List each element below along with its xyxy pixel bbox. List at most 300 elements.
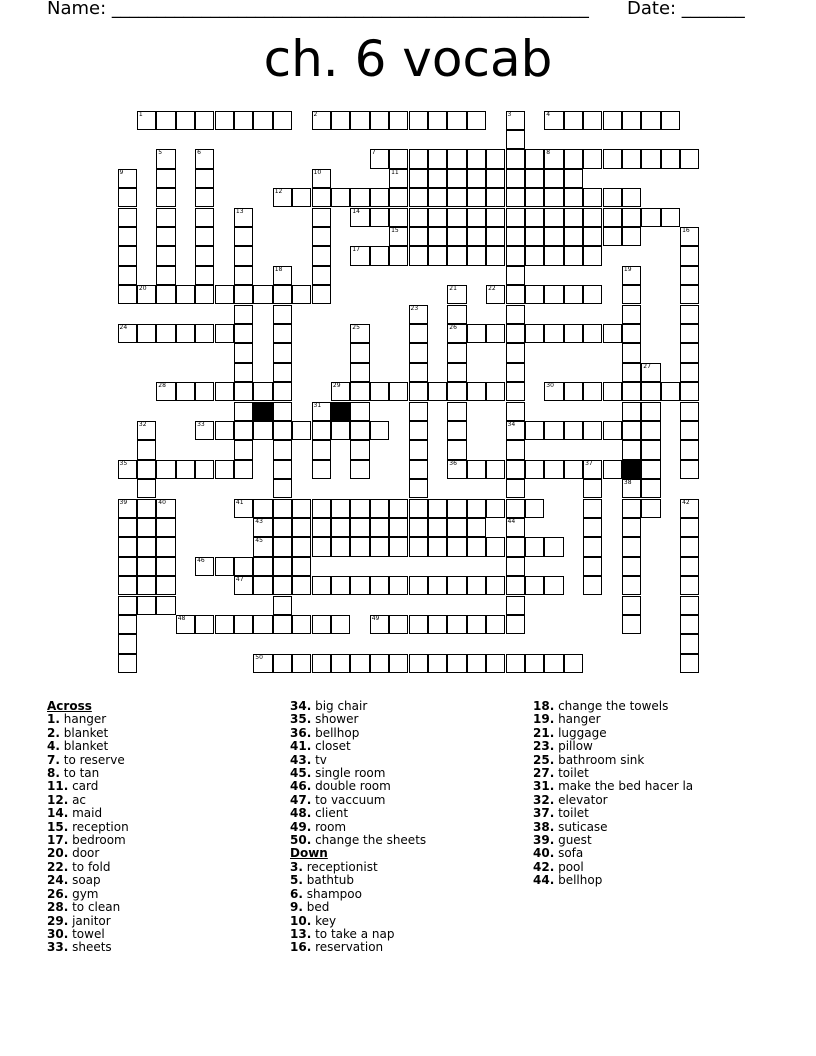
crossword-cell[interactable] bbox=[680, 324, 699, 343]
crossword-cell[interactable] bbox=[680, 634, 699, 653]
crossword-cell[interactable] bbox=[273, 382, 292, 401]
crossword-cell[interactable] bbox=[409, 576, 428, 595]
crossword-cell[interactable] bbox=[273, 518, 292, 537]
crossword-cell[interactable] bbox=[137, 285, 156, 304]
crossword-cell[interactable] bbox=[312, 169, 331, 188]
crossword-cell[interactable] bbox=[195, 421, 214, 440]
crossword-cell[interactable] bbox=[350, 460, 369, 479]
crossword-cell[interactable] bbox=[544, 537, 563, 556]
crossword-cell[interactable] bbox=[331, 421, 350, 440]
crossword-cell[interactable] bbox=[350, 111, 369, 130]
crossword-cell[interactable] bbox=[564, 208, 583, 227]
crossword-cell[interactable] bbox=[234, 382, 253, 401]
crossword-cell[interactable] bbox=[680, 460, 699, 479]
crossword-cell[interactable] bbox=[641, 208, 660, 227]
crossword-cell[interactable] bbox=[486, 149, 505, 168]
crossword-cell[interactable] bbox=[467, 227, 486, 246]
crossword-cell[interactable] bbox=[350, 499, 369, 518]
crossword-cell[interactable] bbox=[622, 227, 641, 246]
crossword-cell[interactable] bbox=[215, 382, 234, 401]
crossword-cell[interactable] bbox=[603, 188, 622, 207]
crossword-cell[interactable] bbox=[486, 188, 505, 207]
crossword-cell[interactable] bbox=[331, 615, 350, 634]
crossword-cell[interactable] bbox=[370, 208, 389, 227]
crossword-cell[interactable] bbox=[195, 266, 214, 285]
crossword-cell[interactable] bbox=[428, 227, 447, 246]
crossword-cell[interactable] bbox=[350, 440, 369, 459]
crossword-cell[interactable] bbox=[234, 421, 253, 440]
crossword-cell[interactable] bbox=[195, 460, 214, 479]
crossword-cell[interactable] bbox=[506, 130, 525, 149]
crossword-cell[interactable] bbox=[195, 285, 214, 304]
crossword-cell[interactable] bbox=[273, 460, 292, 479]
crossword-cell[interactable] bbox=[215, 285, 234, 304]
crossword-cell[interactable] bbox=[253, 499, 272, 518]
crossword-cell[interactable] bbox=[292, 654, 311, 673]
crossword-cell[interactable] bbox=[506, 557, 525, 576]
crossword-cell[interactable] bbox=[641, 111, 660, 130]
crossword-cell[interactable] bbox=[506, 460, 525, 479]
crossword-cell[interactable] bbox=[156, 266, 175, 285]
crossword-cell[interactable] bbox=[234, 208, 253, 227]
crossword-cell[interactable] bbox=[525, 576, 544, 595]
crossword-cell[interactable] bbox=[447, 460, 466, 479]
crossword-cell[interactable] bbox=[525, 537, 544, 556]
crossword-cell[interactable] bbox=[137, 479, 156, 498]
crossword-cell[interactable] bbox=[447, 576, 466, 595]
crossword-cell[interactable] bbox=[389, 111, 408, 130]
crossword-cell[interactable] bbox=[370, 111, 389, 130]
crossword-cell[interactable] bbox=[447, 149, 466, 168]
crossword-cell[interactable] bbox=[583, 537, 602, 556]
crossword-cell[interactable] bbox=[583, 285, 602, 304]
crossword-cell[interactable] bbox=[506, 576, 525, 595]
crossword-cell[interactable] bbox=[486, 382, 505, 401]
crossword-cell[interactable] bbox=[409, 305, 428, 324]
crossword-cell[interactable] bbox=[118, 557, 137, 576]
crossword-cell[interactable] bbox=[273, 440, 292, 459]
crossword-cell[interactable] bbox=[234, 440, 253, 459]
crossword-cell[interactable] bbox=[506, 246, 525, 265]
crossword-cell[interactable] bbox=[467, 499, 486, 518]
crossword-cell[interactable] bbox=[312, 266, 331, 285]
crossword-cell[interactable] bbox=[195, 149, 214, 168]
crossword-cell[interactable] bbox=[564, 382, 583, 401]
crossword-cell[interactable] bbox=[156, 460, 175, 479]
crossword-cell[interactable] bbox=[544, 285, 563, 304]
crossword-cell[interactable] bbox=[389, 169, 408, 188]
crossword-cell[interactable] bbox=[409, 169, 428, 188]
crossword-cell[interactable] bbox=[215, 557, 234, 576]
crossword-cell[interactable] bbox=[447, 615, 466, 634]
crossword-cell[interactable] bbox=[137, 537, 156, 556]
crossword-cell[interactable] bbox=[137, 596, 156, 615]
crossword-cell[interactable] bbox=[428, 149, 447, 168]
crossword-cell[interactable] bbox=[486, 460, 505, 479]
crossword-cell[interactable] bbox=[622, 615, 641, 634]
crossword-cell[interactable] bbox=[156, 246, 175, 265]
crossword-cell[interactable] bbox=[156, 557, 175, 576]
crossword-cell[interactable] bbox=[680, 654, 699, 673]
crossword-cell[interactable] bbox=[312, 421, 331, 440]
crossword-cell[interactable] bbox=[331, 382, 350, 401]
crossword-cell[interactable] bbox=[195, 324, 214, 343]
crossword-cell[interactable] bbox=[137, 324, 156, 343]
crossword-cell[interactable] bbox=[176, 324, 195, 343]
crossword-cell[interactable] bbox=[370, 654, 389, 673]
crossword-cell[interactable] bbox=[292, 499, 311, 518]
crossword-cell[interactable] bbox=[428, 208, 447, 227]
crossword-cell[interactable] bbox=[486, 576, 505, 595]
crossword-cell[interactable] bbox=[525, 169, 544, 188]
crossword-cell[interactable] bbox=[544, 382, 563, 401]
crossword-cell[interactable] bbox=[312, 111, 331, 130]
crossword-cell[interactable] bbox=[564, 246, 583, 265]
crossword-cell[interactable] bbox=[350, 208, 369, 227]
crossword-cell[interactable] bbox=[234, 227, 253, 246]
crossword-cell[interactable] bbox=[467, 654, 486, 673]
crossword-cell[interactable] bbox=[467, 169, 486, 188]
crossword-cell[interactable] bbox=[273, 596, 292, 615]
crossword-cell[interactable] bbox=[583, 111, 602, 130]
crossword-cell[interactable] bbox=[253, 537, 272, 556]
crossword-cell[interactable] bbox=[525, 149, 544, 168]
crossword-cell[interactable] bbox=[409, 343, 428, 362]
crossword-cell[interactable] bbox=[680, 537, 699, 556]
crossword-cell[interactable] bbox=[118, 615, 137, 634]
crossword-cell[interactable] bbox=[544, 149, 563, 168]
crossword-cell[interactable] bbox=[428, 169, 447, 188]
crossword-cell[interactable] bbox=[486, 169, 505, 188]
crossword-cell[interactable] bbox=[603, 421, 622, 440]
crossword-cell[interactable] bbox=[409, 479, 428, 498]
crossword-cell[interactable] bbox=[428, 246, 447, 265]
crossword-cell[interactable] bbox=[641, 149, 660, 168]
crossword-cell[interactable] bbox=[350, 421, 369, 440]
crossword-cell[interactable] bbox=[409, 246, 428, 265]
crossword-cell[interactable] bbox=[622, 208, 641, 227]
crossword-cell[interactable] bbox=[680, 305, 699, 324]
crossword-cell[interactable] bbox=[331, 111, 350, 130]
crossword-cell[interactable] bbox=[525, 654, 544, 673]
crossword-cell[interactable] bbox=[389, 654, 408, 673]
crossword-cell[interactable] bbox=[467, 188, 486, 207]
crossword-cell[interactable] bbox=[176, 460, 195, 479]
crossword-cell[interactable] bbox=[312, 576, 331, 595]
crossword-cell[interactable] bbox=[331, 576, 350, 595]
crossword-cell[interactable] bbox=[447, 440, 466, 459]
crossword-cell[interactable] bbox=[603, 382, 622, 401]
crossword-cell[interactable] bbox=[176, 615, 195, 634]
crossword-cell[interactable] bbox=[389, 518, 408, 537]
crossword-cell[interactable] bbox=[253, 382, 272, 401]
crossword-cell[interactable] bbox=[486, 246, 505, 265]
crossword-cell[interactable] bbox=[525, 227, 544, 246]
crossword-cell[interactable] bbox=[253, 654, 272, 673]
crossword-cell[interactable] bbox=[215, 460, 234, 479]
crossword-cell[interactable] bbox=[486, 324, 505, 343]
crossword-cell[interactable] bbox=[253, 421, 272, 440]
crossword-cell[interactable] bbox=[118, 537, 137, 556]
crossword-cell[interactable] bbox=[506, 596, 525, 615]
crossword-cell[interactable] bbox=[506, 169, 525, 188]
crossword-cell[interactable] bbox=[622, 440, 641, 459]
crossword-cell[interactable] bbox=[680, 363, 699, 382]
crossword-cell[interactable] bbox=[273, 266, 292, 285]
crossword-cell[interactable] bbox=[195, 208, 214, 227]
crossword-cell[interactable] bbox=[428, 111, 447, 130]
crossword-cell[interactable] bbox=[118, 576, 137, 595]
crossword-cell[interactable] bbox=[409, 227, 428, 246]
crossword-cell[interactable] bbox=[622, 305, 641, 324]
crossword-cell[interactable] bbox=[292, 615, 311, 634]
crossword-cell[interactable] bbox=[312, 615, 331, 634]
crossword-cell[interactable] bbox=[583, 421, 602, 440]
crossword-cell[interactable] bbox=[312, 227, 331, 246]
crossword-cell[interactable] bbox=[137, 440, 156, 459]
crossword-cell[interactable] bbox=[428, 654, 447, 673]
crossword-cell[interactable] bbox=[622, 421, 641, 440]
name-field[interactable]: Name: _____________________________________________________ bbox=[47, 0, 589, 19]
crossword-cell[interactable] bbox=[137, 557, 156, 576]
crossword-cell[interactable] bbox=[253, 557, 272, 576]
crossword-cell[interactable] bbox=[680, 557, 699, 576]
crossword-cell[interactable] bbox=[350, 363, 369, 382]
crossword-cell[interactable] bbox=[195, 246, 214, 265]
crossword-cell[interactable] bbox=[603, 208, 622, 227]
crossword-cell[interactable] bbox=[118, 188, 137, 207]
crossword-cell[interactable] bbox=[641, 440, 660, 459]
crossword-cell[interactable] bbox=[622, 402, 641, 421]
crossword-cell[interactable] bbox=[486, 615, 505, 634]
crossword-cell[interactable] bbox=[583, 518, 602, 537]
crossword-cell[interactable] bbox=[622, 479, 641, 498]
crossword-cell[interactable] bbox=[447, 343, 466, 362]
crossword-cell[interactable] bbox=[661, 208, 680, 227]
crossword-cell[interactable] bbox=[389, 576, 408, 595]
crossword-cell[interactable] bbox=[137, 460, 156, 479]
crossword-cell[interactable] bbox=[564, 188, 583, 207]
crossword-cell[interactable] bbox=[118, 460, 137, 479]
crossword-cell[interactable] bbox=[389, 615, 408, 634]
crossword-cell[interactable] bbox=[234, 285, 253, 304]
crossword-cell[interactable] bbox=[156, 111, 175, 130]
crossword-cell[interactable] bbox=[156, 169, 175, 188]
crossword-cell[interactable] bbox=[622, 149, 641, 168]
crossword-cell[interactable] bbox=[215, 615, 234, 634]
crossword-cell[interactable] bbox=[680, 615, 699, 634]
crossword-cell[interactable] bbox=[583, 227, 602, 246]
crossword-cell[interactable] bbox=[544, 576, 563, 595]
crossword-cell[interactable] bbox=[603, 149, 622, 168]
crossword-cell[interactable] bbox=[409, 402, 428, 421]
crossword-cell[interactable] bbox=[525, 324, 544, 343]
crossword-cell[interactable] bbox=[370, 537, 389, 556]
crossword-cell[interactable] bbox=[622, 188, 641, 207]
crossword-cell[interactable] bbox=[389, 208, 408, 227]
crossword-cell[interactable] bbox=[312, 537, 331, 556]
crossword-cell[interactable] bbox=[583, 149, 602, 168]
crossword-cell[interactable] bbox=[447, 208, 466, 227]
crossword-cell[interactable] bbox=[680, 440, 699, 459]
crossword-cell[interactable] bbox=[389, 537, 408, 556]
crossword-cell[interactable] bbox=[544, 208, 563, 227]
crossword-cell[interactable] bbox=[118, 654, 137, 673]
crossword-cell[interactable] bbox=[409, 615, 428, 634]
crossword-cell[interactable] bbox=[118, 499, 137, 518]
crossword-cell[interactable] bbox=[389, 188, 408, 207]
crossword-cell[interactable] bbox=[680, 246, 699, 265]
crossword-cell[interactable] bbox=[680, 227, 699, 246]
crossword-cell[interactable] bbox=[447, 227, 466, 246]
crossword-cell[interactable] bbox=[156, 149, 175, 168]
crossword-cell[interactable] bbox=[350, 324, 369, 343]
crossword-cell[interactable] bbox=[583, 576, 602, 595]
crossword-cell[interactable] bbox=[273, 343, 292, 362]
crossword-cell[interactable] bbox=[350, 343, 369, 362]
crossword-cell[interactable] bbox=[156, 576, 175, 595]
crossword-cell[interactable] bbox=[370, 246, 389, 265]
crossword-cell[interactable] bbox=[253, 615, 272, 634]
crossword-cell[interactable] bbox=[680, 499, 699, 518]
crossword-cell[interactable] bbox=[680, 402, 699, 421]
crossword-cell[interactable] bbox=[680, 149, 699, 168]
crossword-cell[interactable] bbox=[622, 518, 641, 537]
crossword-cell[interactable] bbox=[156, 596, 175, 615]
crossword-cell[interactable] bbox=[273, 615, 292, 634]
crossword-cell[interactable] bbox=[137, 518, 156, 537]
crossword-cell[interactable] bbox=[273, 324, 292, 343]
crossword-cell[interactable] bbox=[680, 266, 699, 285]
crossword-cell[interactable] bbox=[312, 246, 331, 265]
crossword-cell[interactable] bbox=[156, 208, 175, 227]
crossword-cell[interactable] bbox=[118, 634, 137, 653]
crossword-cell[interactable] bbox=[467, 615, 486, 634]
crossword-cell[interactable] bbox=[506, 402, 525, 421]
crossword-cell[interactable] bbox=[486, 285, 505, 304]
crossword-cell[interactable] bbox=[234, 305, 253, 324]
crossword-cell[interactable] bbox=[506, 654, 525, 673]
crossword-cell[interactable] bbox=[312, 518, 331, 537]
crossword-cell[interactable] bbox=[292, 188, 311, 207]
crossword-cell[interactable] bbox=[389, 246, 408, 265]
crossword-cell[interactable] bbox=[564, 460, 583, 479]
crossword-cell[interactable] bbox=[506, 208, 525, 227]
crossword-cell[interactable] bbox=[583, 382, 602, 401]
crossword-cell[interactable] bbox=[292, 285, 311, 304]
crossword-cell[interactable] bbox=[234, 343, 253, 362]
crossword-cell[interactable] bbox=[234, 111, 253, 130]
crossword-cell[interactable] bbox=[273, 557, 292, 576]
crossword-cell[interactable] bbox=[273, 111, 292, 130]
crossword-cell[interactable] bbox=[253, 518, 272, 537]
crossword-cell[interactable] bbox=[525, 246, 544, 265]
crossword-cell[interactable] bbox=[312, 188, 331, 207]
crossword-cell[interactable] bbox=[583, 246, 602, 265]
crossword-cell[interactable] bbox=[195, 188, 214, 207]
crossword-cell[interactable] bbox=[312, 499, 331, 518]
crossword-cell[interactable] bbox=[118, 324, 137, 343]
crossword-cell[interactable] bbox=[253, 576, 272, 595]
crossword-cell[interactable] bbox=[273, 421, 292, 440]
crossword-cell[interactable] bbox=[156, 227, 175, 246]
crossword-cell[interactable] bbox=[273, 499, 292, 518]
crossword-cell[interactable] bbox=[370, 499, 389, 518]
crossword-cell[interactable] bbox=[370, 188, 389, 207]
crossword-cell[interactable] bbox=[467, 537, 486, 556]
crossword-cell[interactable] bbox=[234, 557, 253, 576]
crossword-cell[interactable] bbox=[544, 246, 563, 265]
crossword-cell[interactable] bbox=[312, 460, 331, 479]
crossword-cell[interactable] bbox=[312, 208, 331, 227]
crossword-cell[interactable] bbox=[622, 111, 641, 130]
crossword-cell[interactable] bbox=[234, 499, 253, 518]
crossword-cell[interactable] bbox=[603, 460, 622, 479]
crossword-cell[interactable] bbox=[447, 188, 466, 207]
crossword-cell[interactable] bbox=[156, 285, 175, 304]
crossword-cell[interactable] bbox=[583, 499, 602, 518]
crossword-cell[interactable] bbox=[583, 188, 602, 207]
crossword-cell[interactable] bbox=[350, 402, 369, 421]
crossword-cell[interactable] bbox=[467, 111, 486, 130]
crossword-cell[interactable] bbox=[447, 111, 466, 130]
crossword-cell[interactable] bbox=[544, 421, 563, 440]
crossword-cell[interactable] bbox=[409, 518, 428, 537]
crossword-cell[interactable] bbox=[331, 654, 350, 673]
crossword-cell[interactable] bbox=[137, 421, 156, 440]
crossword-cell[interactable] bbox=[564, 654, 583, 673]
crossword-cell[interactable] bbox=[273, 537, 292, 556]
crossword-cell[interactable] bbox=[525, 208, 544, 227]
crossword-cell[interactable] bbox=[506, 479, 525, 498]
crossword-cell[interactable] bbox=[603, 227, 622, 246]
crossword-cell[interactable] bbox=[447, 363, 466, 382]
crossword-cell[interactable] bbox=[583, 460, 602, 479]
crossword-cell[interactable] bbox=[486, 227, 505, 246]
crossword-cell[interactable] bbox=[273, 363, 292, 382]
crossword-cell[interactable] bbox=[544, 324, 563, 343]
crossword-cell[interactable] bbox=[544, 460, 563, 479]
crossword-cell[interactable] bbox=[544, 188, 563, 207]
crossword-cell[interactable] bbox=[350, 382, 369, 401]
crossword-cell[interactable] bbox=[234, 363, 253, 382]
crossword-cell[interactable] bbox=[234, 402, 253, 421]
crossword-cell[interactable] bbox=[506, 324, 525, 343]
crossword-cell[interactable] bbox=[350, 188, 369, 207]
crossword-cell[interactable] bbox=[564, 324, 583, 343]
crossword-cell[interactable] bbox=[156, 537, 175, 556]
crossword-cell[interactable] bbox=[176, 111, 195, 130]
crossword-cell[interactable] bbox=[622, 343, 641, 362]
crossword-cell[interactable] bbox=[506, 227, 525, 246]
crossword-cell[interactable] bbox=[350, 246, 369, 265]
crossword-cell[interactable] bbox=[312, 654, 331, 673]
crossword-cell[interactable] bbox=[370, 615, 389, 634]
crossword-cell[interactable] bbox=[137, 576, 156, 595]
crossword-cell[interactable] bbox=[506, 266, 525, 285]
crossword-cell[interactable] bbox=[447, 305, 466, 324]
crossword-cell[interactable] bbox=[215, 421, 234, 440]
crossword-cell[interactable] bbox=[118, 227, 137, 246]
crossword-cell[interactable] bbox=[622, 382, 641, 401]
crossword-cell[interactable] bbox=[544, 169, 563, 188]
crossword-cell[interactable] bbox=[370, 576, 389, 595]
crossword-cell[interactable] bbox=[389, 382, 408, 401]
crossword-cell[interactable] bbox=[118, 208, 137, 227]
crossword-cell[interactable] bbox=[622, 576, 641, 595]
crossword-cell[interactable] bbox=[195, 169, 214, 188]
crossword-cell[interactable] bbox=[486, 208, 505, 227]
